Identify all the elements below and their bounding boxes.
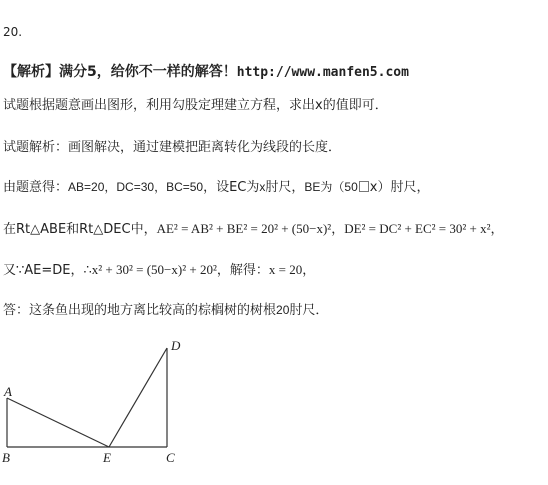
given-be: BE为（50: [304, 180, 358, 194]
source-url: http://www.manfen5.com: [236, 65, 409, 80]
solve-tail: ，: [302, 263, 316, 278]
label-e: E: [103, 450, 111, 465]
solve-mid: ，解得：: [216, 263, 269, 278]
analysis-text: 试题根据题意画出图形，利用勾股定理建立方程，求出x的值即可．: [3, 98, 388, 113]
given-be-tail: x）肘尺，: [369, 180, 430, 195]
answer-line: [3, 301, 328, 320]
answer-prefix: 答：这条鱼出现的地方离比较高的棕榈树的树根: [3, 303, 277, 318]
answer-unit: 肘尺．: [289, 303, 329, 318]
given-text1: ，设EC为: [203, 180, 260, 195]
equation-de: DE² = DC² + EC² = 30² + x²: [344, 221, 491, 236]
solve-equation: ∴x² + 30² = (50−x)² + 20²: [83, 262, 217, 277]
header-line: [3, 63, 409, 82]
equation-tail: ，: [490, 222, 504, 237]
given-var: x: [259, 180, 266, 194]
equation-line: [3, 220, 504, 239]
label-a: A: [4, 384, 12, 399]
problem-number: 20.: [3, 25, 23, 39]
given-line: [3, 178, 429, 197]
source-tag: 【解析】满分5，给你不一样的解答！: [3, 64, 237, 80]
solve-line: [3, 261, 315, 280]
given-text2: 肘尺，: [265, 180, 305, 195]
given-values: AB=20，DC=30，BC=50: [68, 180, 204, 194]
label-c: C: [166, 450, 175, 465]
solution-intro: 试题解析：画图解决，通过建模把距离转化为线段的长度．: [3, 140, 342, 155]
equation-sep: ，: [331, 222, 345, 237]
solve-prefix: 又∵AE=DE，: [3, 263, 84, 278]
answer-value: 20: [276, 303, 290, 317]
label-b: B: [2, 450, 10, 465]
equation-ae: AE² = AB² + BE² = 20² + (50−x)²: [156, 221, 332, 236]
segment-ae: [7, 398, 109, 447]
minus-glyph: [359, 181, 369, 192]
equation-prefix: 在Rt△ABE和Rt△DEC中，: [3, 222, 157, 237]
solve-result: x = 20: [268, 262, 303, 277]
segment-de: [109, 348, 167, 447]
given-prefix: 由题意得：: [3, 180, 69, 195]
label-d: D: [171, 338, 181, 353]
geometry-figure: [0, 335, 548, 485]
